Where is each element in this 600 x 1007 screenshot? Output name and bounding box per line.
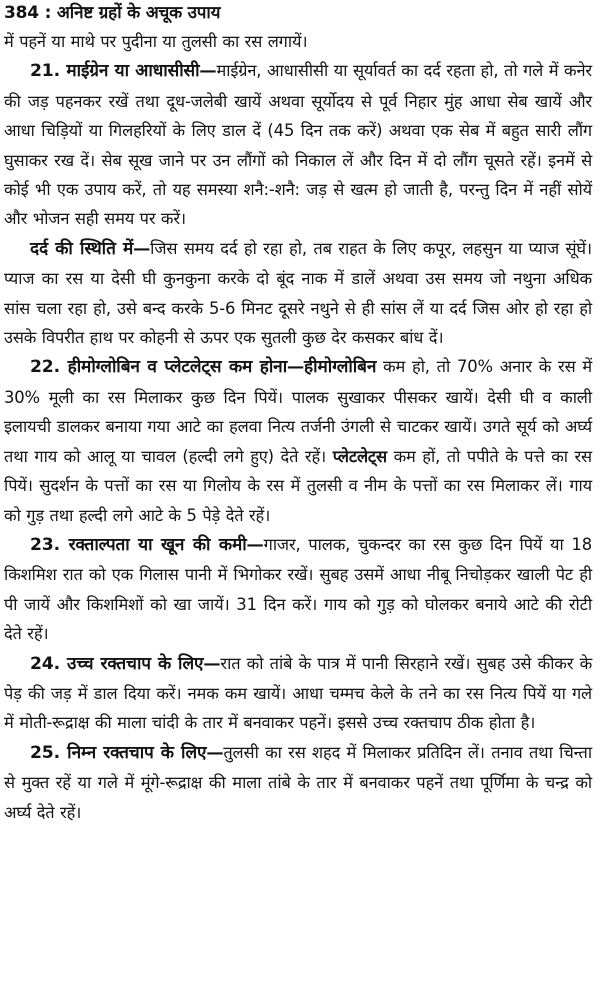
section-heading-22: 22. हीमोग्लोबिन व प्लेटलेट्स कम होना—हीमोग्लोबिन [30, 357, 377, 378]
paragraph-text: तुलसी का रस शहद में मिलाकर प्रतिदिन लें। तनाव तथा चिन्ता से मुक्त रहें या गले में मूंगे-रूद्राक्ष की माला तांबे के तार में बनवाकर पहनें तथा पूर्णिमा के चन्द्र को अर्घ्य देते रहें। [4, 742, 592, 822]
section-heading-23: 23. रक्ताल्पता या खून की कमी— [30, 534, 264, 555]
paragraph-continuation [4, 27, 592, 56]
paragraph-pain-condition [4, 234, 592, 353]
paragraph-text: माईग्रेन, आधासीसी या सूर्यावर्त का दर्द रहता हो, तो गले में कनेर की जड़ पहनकर रखें तथा दूध-जलेबी खायें अथवा सूर्योदय से पूर्व निहार मुंह आधा सेब खायें और आधा चिड़ियों या गिलहरियों के लिए डाल दें (45 दिन तक करें) अथवा एक सेब में बहुत सारी लौंग घुसाकर रख दें। सेब सूख जाने पर उन लौंगों को निकाल लें और दिन में दो लौंग चूसते रहें। इनमें से कोई भी एक उपाय करें, तो यह समस्या शनै:-शनै: जड़ से खत्म हो जाती है, परन्तु दिन में नहीं सोयें और भोजन सही समय पर करें। [4, 61, 592, 229]
section-heading-21: 21. माईग्रेन या आधासीसी— [30, 61, 217, 82]
paragraph-text: में पहनें या माथे पर पुदीना या तुलसी का रस लगायें। [4, 32, 308, 51]
section-heading-24: 24. उच्च रक्तचाप के लिए— [30, 653, 221, 674]
paragraph-hemoglobin [4, 352, 592, 529]
paragraph-text-continued: कम हों, तो पपीते के पत्ते का रस पियें। सुदर्शन के पत्तों का रस या गिलोय के रस में तुलसी व नीम के पत्तों का रस मिलाकर लें। गाय को गुड़ तथा हल्दी लगे आटे के 5 पेड़े देते रहें। [4, 446, 592, 525]
paragraph-anemia [4, 530, 592, 649]
paragraph-migraine [4, 56, 592, 233]
paragraph-text: रात को तांबे के पात्र में पानी सिरहाने रखें। सुबह उसे कीकर के पेड़ की जड़ में डाल दिया करें। नमक कम खायें। आधा चम्मच केले के तने का रस नित्य पियें या गले में मोती-रूद्राक्ष की माला चांदी के तार में बनवाकर पहनें। इससे उच्च रक्तचाप ठीक होता है। [4, 653, 593, 733]
running-head: 384 : अनिष्ट ग्रहों के अचूक उपाय [4, 3, 221, 23]
paragraph-text: गाजर, पालक, चुकन्दर का रस कुछ दिन पियें या 18 किशमिश रात को एक गिलास पानी में भिगोकर रखें। सुबह उसमें आधा नीबू निचोड़कर खाली पेट ही पी जायें और किशमिशों को खा जायें। 31 दिन करें। गाय को गुड़ को घोलकर बनाये आटे की रोटी देते रहें। [4, 534, 592, 644]
paragraph-text: कम हो, तो 70% अनार के रस में 30% मूली का रस मिलाकर कुछ दिन पियें। पालक सुखाकर पीसकर खायें। देसी घी व काली इलायची डालकर बनाया गया आटे का हलवा नित्य तर्जनी उंगली से चाटकर खायें। उगते सूर्य को अर्घ्य तथा गाय को आलू या चावल (हल्दी लगे हुए) देते रहें। [4, 357, 592, 466]
subsection-heading-pain: दर्द की स्थिति में— [30, 238, 151, 259]
paragraph-low-bp [4, 738, 592, 827]
paragraph-high-bp [4, 649, 592, 738]
paragraph-text: जिस समय दर्द हो रहा हो, तब राहत के लिए कपूर, लहसुन या प्याज सूंघें। प्याज का रस या देसी घी कुनकुना करके दो बूंद नाक में डालें अथवा उस समय जो नथुना अधिक सांस चला रहा हो, उसे बन्द करके 5-6 मिनट दूसरे नथुने से ही सांस लें या दर्द जिस ओर हो रहा हो उसके विपरीत हाथ पर कोहनी से ऊपर एक सुतली कुछ देर कसकर बांध दें। [4, 238, 592, 348]
section-heading-25: 25. निम्न रक्तचाप के लिए— [30, 742, 224, 763]
inline-bold-term: प्लेटलेट्स [332, 446, 387, 466]
